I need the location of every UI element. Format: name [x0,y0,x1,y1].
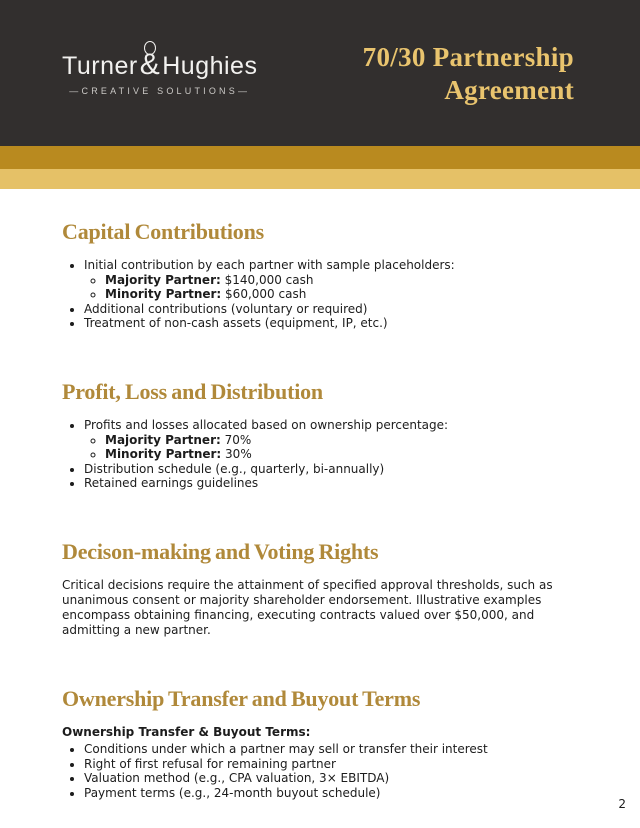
document-title-line2: Agreement [444,75,574,105]
bullet-text: Initial contribution by each partner with sample placeholders: [84,258,455,272]
document-title [363,41,574,107]
section-ownership-transfer-and-buyout-terms [62,686,578,800]
sub-bullet-item: ◦ Majority Partner: $140,000 cash [105,273,578,288]
sub-bullet-list [84,273,578,302]
bullet-text: Treatment of non-cash assets (equipment, IP, etc.) [84,316,388,331]
section-lead: Ownership Transfer & Buyout Terms: [62,724,311,739]
bullet-item [84,418,578,462]
accent-stripe-dark [0,146,640,169]
bullet-text: Right of first refusal for remaining partner [84,756,336,771]
sub-bullet-label: Minority Partner: [105,447,222,462]
company-name-right: Hughies [162,52,258,80]
section-heading: Capital Contributions [62,219,265,244]
document-title-line1: 70/30 Partnership [362,42,574,72]
section-heading: Decison-making and Voting Rights [62,538,379,564]
page-header [0,0,640,146]
section-profit-loss-and-distribution [62,379,578,491]
section-heading: Ownership Transfer and Buyout Terms [62,685,421,711]
bullet-item [84,462,578,477]
company-name [62,50,257,81]
bullet-item [84,476,578,491]
bullet-text: Additional contributions (voluntary or required) [84,301,368,316]
bullet-list [62,742,578,800]
company-logo [62,50,257,96]
sub-bullet-label: Majority Partner: [105,432,221,447]
sub-bullet-label: Minority Partner: [105,287,222,302]
bullet-text: Retained earnings guidelines [84,476,259,491]
sub-bullet-label: Majority Partner: [105,272,221,287]
bullet-text: Profits and losses allocated based on ownership percentage: [84,417,449,432]
bullet-text: Valuation method (e.g., CPA valuation, 3× EBITDA) [84,771,390,786]
bullet-item [84,302,578,317]
sub-bullet-list [84,433,578,462]
document-body [0,219,640,800]
bullet-item [84,258,578,302]
bullet-item [84,316,578,331]
section-paragraph: Critical decisions require the attainment of specified approval thresholds, such as unanimous consent or majority shareholder endorsement. Illustrative examples encompass obtaining financing, executing contracts valued over $50,000, and admitting a new partner. [62,577,553,637]
bullet-list [62,258,578,331]
bullet-item [84,771,578,786]
section-capital-contributions [62,219,578,331]
bullet-list [62,418,578,491]
bullet-text: Payment terms (e.g., 24-month buyout schedule) [84,785,381,800]
page-number: 2 [618,797,626,811]
sub-bullet-item: ◦ Minority Partner: 30% [105,447,578,462]
accent-stripe-light [0,169,640,189]
bullet-item [84,742,578,757]
sub-bullet-item: ◦ Minority Partner: $60,000 cash [105,287,578,302]
bullet-item [84,757,578,772]
company-tagline: —CREATIVE SOLUTIONS— [69,86,251,96]
company-name-left: Turner [62,52,138,80]
section-decision-making-and-voting-rights [62,539,578,638]
sub-bullet-item: ◦ Majority Partner: 70% [105,433,578,448]
ampersand-monogram-icon: & [139,48,161,81]
section-heading: Profit, Loss and Distribution [62,378,323,404]
bullet-text: Distribution schedule (e.g., quarterly, bi-annually) [84,461,385,476]
bullet-item [84,786,578,801]
bullet-text: Conditions under which a partner may sell or transfer their interest [84,741,488,756]
